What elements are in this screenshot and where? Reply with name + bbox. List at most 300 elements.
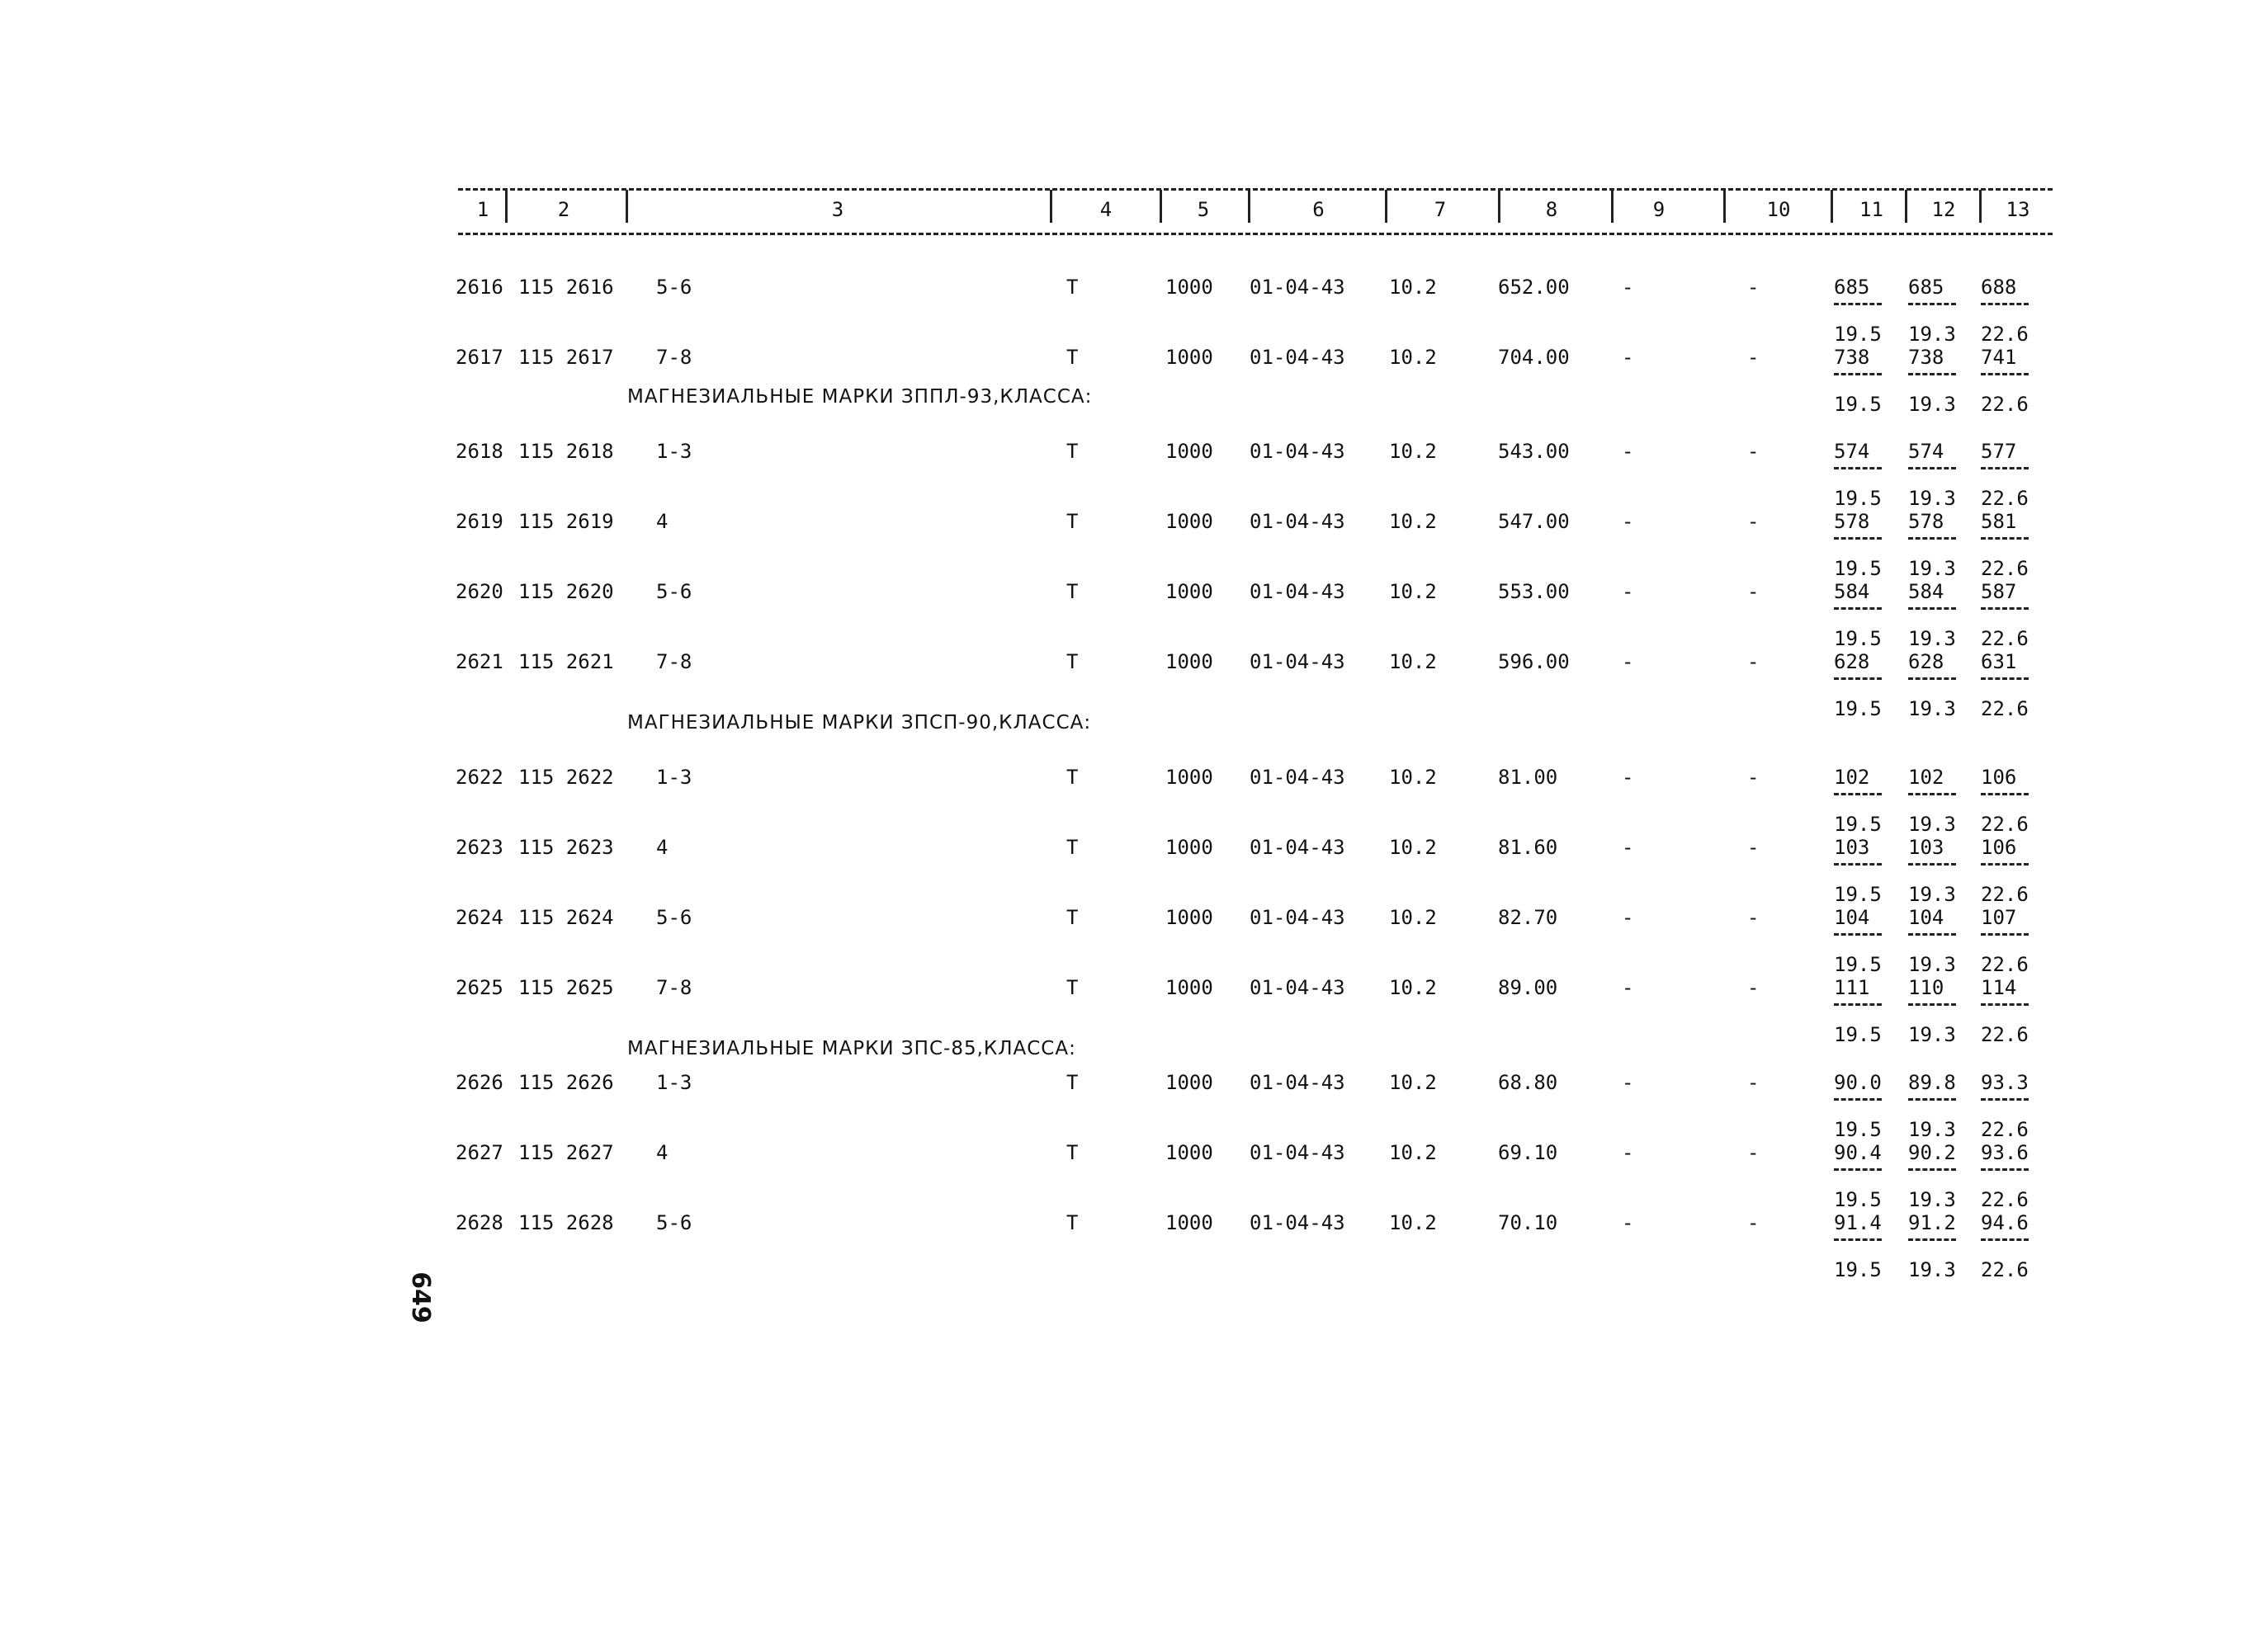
price-fraction-col-13	[1981, 905, 2029, 977]
cell-col-7: 10.2	[1389, 976, 1437, 999]
cell-col-8: 81.60	[1498, 836, 1558, 859]
price-value: 631	[1981, 650, 2017, 673]
percent-value: 19.5	[1834, 557, 1882, 580]
table-row	[0, 905, 2268, 976]
cell-col-3: 5-6	[656, 906, 692, 929]
cell-col-7: 10.2	[1389, 906, 1437, 929]
price-fraction-col-12	[1908, 975, 1956, 1047]
cell-col-5: 1000	[1165, 510, 1213, 533]
price-value: 104	[1908, 906, 1944, 929]
price-value: 106	[1981, 766, 2017, 789]
fraction-bar	[1981, 1098, 2029, 1101]
fraction-bar	[1981, 467, 2029, 469]
fraction-bar	[1834, 933, 1882, 936]
cell-col-4: Т	[1066, 1211, 1079, 1234]
table-row	[0, 1140, 2268, 1211]
price-fraction-col-13	[1981, 1210, 2029, 1282]
cell-col-5: 1000	[1165, 906, 1213, 929]
cell-col-4: Т	[1066, 906, 1079, 929]
price-fraction-col-11	[1834, 905, 1882, 977]
fraction-bar	[1834, 607, 1882, 610]
cell-col-1: 2626	[456, 1071, 503, 1094]
price-value: 114	[1981, 976, 2017, 999]
percent-value: 19.3	[1908, 323, 1956, 346]
percent-value: 19.5	[1834, 883, 1882, 906]
price-value: 738	[1908, 346, 1944, 369]
price-fraction-col-13	[1981, 439, 2029, 511]
price-value: 90.2	[1908, 1141, 1956, 1164]
cell-col-1: 2616	[456, 276, 503, 299]
cell-col-9: -	[1622, 650, 1634, 673]
cell-col-8: 543.00	[1498, 440, 1570, 463]
fraction-bar	[1981, 933, 2029, 936]
cell-col-3: 4	[656, 510, 669, 533]
cell-col-2: 115 2625	[518, 976, 614, 999]
cell-col-4: Т	[1066, 836, 1079, 859]
price-fraction-col-12	[1908, 765, 1956, 837]
percent-value: 19.3	[1908, 953, 1956, 976]
percent-value: 19.3	[1908, 1188, 1956, 1211]
price-fraction-col-12	[1908, 1140, 1956, 1212]
price-value: 93.6	[1981, 1141, 2029, 1164]
cell-col-6: 01-04-43	[1250, 1141, 1345, 1164]
table-row	[0, 439, 2268, 510]
cell-col-9: -	[1622, 976, 1634, 999]
cell-col-4: Т	[1066, 346, 1079, 369]
cell-col-4: Т	[1066, 766, 1079, 789]
price-fraction-col-13	[1981, 509, 2029, 581]
column-header: 9	[1652, 198, 1666, 221]
percent-value: 19.3	[1908, 1118, 1956, 1141]
cell-col-2: 115 2618	[518, 440, 614, 463]
price-fraction-col-11	[1834, 1210, 1882, 1282]
percent-value: 19.5	[1834, 627, 1882, 650]
fraction-bar	[1908, 1003, 1956, 1006]
fraction-bar	[1981, 537, 2029, 540]
cell-col-9: -	[1622, 276, 1634, 299]
cell-col-10: -	[1747, 1071, 1760, 1094]
cell-col-1: 2617	[456, 346, 503, 369]
price-value: 581	[1981, 510, 2017, 533]
price-value: 574	[1908, 440, 1944, 463]
cell-col-4: Т	[1066, 976, 1079, 999]
column-header: 7	[1434, 198, 1447, 221]
cell-col-6: 01-04-43	[1250, 580, 1345, 603]
page-number: 649	[405, 1271, 435, 1323]
cell-col-4: Т	[1066, 510, 1079, 533]
cell-col-1: 2627	[456, 1141, 503, 1164]
price-fraction-col-13	[1981, 345, 2029, 417]
cell-col-10: -	[1747, 836, 1760, 859]
cell-col-7: 10.2	[1389, 1211, 1437, 1234]
cell-col-2: 115 2617	[518, 346, 614, 369]
cell-col-8: 82.70	[1498, 906, 1558, 929]
price-fraction-col-13	[1981, 975, 2029, 1047]
price-value: 103	[1834, 836, 1870, 859]
column-header: 10	[1766, 198, 1791, 221]
table-row	[0, 509, 2268, 580]
price-fraction-col-12	[1908, 579, 1956, 651]
fraction-bar	[1908, 373, 1956, 375]
cell-col-4: Т	[1066, 276, 1079, 299]
cell-col-10: -	[1747, 440, 1760, 463]
price-value: 685	[1834, 276, 1870, 299]
cell-col-8: 70.10	[1498, 1211, 1558, 1234]
cell-col-9: -	[1622, 766, 1634, 789]
price-fraction-col-11	[1834, 509, 1882, 581]
price-value: 628	[1908, 650, 1944, 673]
price-fraction-col-12	[1908, 439, 1956, 511]
table-row	[0, 649, 2268, 720]
cell-col-1: 2621	[456, 650, 503, 673]
price-fraction-col-12	[1908, 275, 1956, 347]
price-value: 685	[1908, 276, 1944, 299]
price-value: 91.2	[1908, 1211, 1956, 1234]
price-fraction-col-11	[1834, 975, 1882, 1047]
cell-col-5: 1000	[1165, 976, 1213, 999]
cell-col-2: 115 2621	[518, 650, 614, 673]
cell-col-5: 1000	[1165, 276, 1213, 299]
cell-col-7: 10.2	[1389, 1141, 1437, 1164]
price-fraction-col-11	[1834, 1140, 1882, 1212]
cell-col-9: -	[1622, 580, 1634, 603]
column-header: 8	[1545, 198, 1558, 221]
cell-col-10: -	[1747, 906, 1760, 929]
fraction-bar	[1834, 303, 1882, 305]
percent-value: 19.5	[1834, 1188, 1882, 1211]
percent-value: 19.3	[1908, 813, 1956, 836]
cell-col-5: 1000	[1165, 1211, 1213, 1234]
fraction-bar	[1981, 1168, 2029, 1171]
column-header: 2	[557, 198, 570, 221]
price-value: 90.0	[1834, 1071, 1882, 1094]
cell-col-5: 1000	[1165, 1141, 1213, 1164]
fraction-bar	[1834, 537, 1882, 540]
cell-col-1: 2624	[456, 906, 503, 929]
cell-col-8: 69.10	[1498, 1141, 1558, 1164]
cell-col-6: 01-04-43	[1250, 510, 1345, 533]
fraction-bar	[1981, 793, 2029, 795]
cell-col-2: 115 2623	[518, 836, 614, 859]
fraction-bar	[1981, 1003, 2029, 1006]
cell-col-1: 2619	[456, 510, 503, 533]
cell-col-2: 115 2616	[518, 276, 614, 299]
cell-col-7: 10.2	[1389, 836, 1437, 859]
price-value: 93.3	[1981, 1071, 2029, 1094]
column-header: 13	[2006, 198, 2030, 221]
fraction-bar	[1834, 1003, 1882, 1006]
cell-col-3: 5-6	[656, 276, 692, 299]
price-value: 574	[1834, 440, 1870, 463]
cell-col-8: 68.80	[1498, 1071, 1558, 1094]
column-header: 6	[1312, 198, 1325, 221]
header-top-rule	[458, 188, 2053, 191]
cell-col-5: 1000	[1165, 346, 1213, 369]
price-value: 110	[1908, 976, 1944, 999]
fraction-bar	[1908, 793, 1956, 795]
price-fraction-col-11	[1834, 835, 1882, 907]
percent-value: 19.3	[1908, 1023, 1956, 1046]
percent-value: 22.6	[1981, 323, 2029, 346]
column-header: 12	[1931, 198, 1956, 221]
cell-col-8: 596.00	[1498, 650, 1570, 673]
percent-value: 19.5	[1834, 953, 1882, 976]
cell-col-4: Т	[1066, 1141, 1079, 1164]
table-row	[0, 275, 2268, 346]
fraction-bar	[1834, 863, 1882, 866]
price-fraction-col-12	[1908, 835, 1956, 907]
cell-col-6: 01-04-43	[1250, 346, 1345, 369]
cell-col-3: 5-6	[656, 580, 692, 603]
percent-value: 22.6	[1981, 487, 2029, 510]
fraction-bar	[1908, 1238, 1956, 1241]
price-value: 688	[1981, 276, 2017, 299]
price-value: 91.4	[1834, 1211, 1882, 1234]
price-fraction-col-11	[1834, 649, 1882, 721]
cell-col-7: 10.2	[1389, 510, 1437, 533]
cell-col-9: -	[1622, 1071, 1634, 1094]
cell-col-10: -	[1747, 346, 1760, 369]
price-value: 94.6	[1981, 1211, 2029, 1234]
price-fraction-col-12	[1908, 1070, 1956, 1142]
cell-col-10: -	[1747, 276, 1760, 299]
cell-col-8: 652.00	[1498, 276, 1570, 299]
cell-col-1: 2620	[456, 580, 503, 603]
percent-value: 19.5	[1834, 487, 1882, 510]
fraction-bar	[1981, 1238, 2029, 1241]
fraction-bar	[1834, 373, 1882, 375]
cell-col-9: -	[1622, 836, 1634, 859]
price-value: 107	[1981, 906, 2017, 929]
cell-col-3: 4	[656, 836, 669, 859]
cell-col-3: 7-8	[656, 976, 692, 999]
fraction-bar	[1908, 1098, 1956, 1101]
cell-col-7: 10.2	[1389, 766, 1437, 789]
column-separator	[1498, 190, 1500, 223]
cell-col-4: Т	[1066, 580, 1079, 603]
cell-col-8: 547.00	[1498, 510, 1570, 533]
fraction-bar	[1908, 677, 1956, 680]
price-value: 102	[1908, 766, 1944, 789]
price-fraction-col-12	[1908, 345, 1956, 417]
percent-value: 19.3	[1908, 557, 1956, 580]
cell-col-7: 10.2	[1389, 580, 1437, 603]
price-value: 102	[1834, 766, 1870, 789]
cell-col-10: -	[1747, 976, 1760, 999]
cell-col-9: -	[1622, 1211, 1634, 1234]
percent-value: 22.6	[1981, 557, 2029, 580]
fraction-bar	[1908, 863, 1956, 866]
price-value: 628	[1834, 650, 1870, 673]
column-header: 3	[831, 198, 844, 221]
fraction-bar	[1908, 933, 1956, 936]
percent-value: 19.3	[1908, 883, 1956, 906]
cell-col-9: -	[1622, 440, 1634, 463]
fraction-bar	[1834, 1098, 1882, 1101]
cell-col-9: -	[1622, 906, 1634, 929]
cell-col-4: Т	[1066, 650, 1079, 673]
cell-col-2: 115 2620	[518, 580, 614, 603]
fraction-bar	[1908, 1168, 1956, 1171]
percent-value: 22.6	[1981, 627, 2029, 650]
price-fraction-col-12	[1908, 1210, 1956, 1282]
cell-col-7: 10.2	[1389, 650, 1437, 673]
percent-value: 19.5	[1834, 393, 1882, 416]
cell-col-1: 2623	[456, 836, 503, 859]
price-value: 578	[1834, 510, 1870, 533]
price-fraction-col-13	[1981, 1140, 2029, 1212]
percent-value: 22.6	[1981, 883, 2029, 906]
percent-value: 19.5	[1834, 1258, 1882, 1281]
cell-col-3: 7-8	[656, 346, 692, 369]
fraction-bar	[1834, 1238, 1882, 1241]
price-value: 90.4	[1834, 1141, 1882, 1164]
cell-col-9: -	[1622, 510, 1634, 533]
percent-value: 19.5	[1834, 813, 1882, 836]
cell-col-8: 81.00	[1498, 766, 1558, 789]
cell-col-8: 89.00	[1498, 976, 1558, 999]
price-fraction-col-11	[1834, 345, 1882, 417]
cell-col-8: 553.00	[1498, 580, 1570, 603]
cell-col-2: 115 2627	[518, 1141, 614, 1164]
cell-col-10: -	[1747, 766, 1760, 789]
fraction-bar	[1834, 467, 1882, 469]
cell-col-10: -	[1747, 1211, 1760, 1234]
fraction-bar	[1981, 863, 2029, 866]
cell-col-9: -	[1622, 346, 1634, 369]
column-header: 11	[1859, 198, 1883, 221]
cell-col-6: 01-04-43	[1250, 906, 1345, 929]
price-value: 577	[1981, 440, 2017, 463]
price-fraction-col-12	[1908, 905, 1956, 977]
fraction-bar	[1981, 677, 2029, 680]
cell-col-4: Т	[1066, 440, 1079, 463]
price-fraction-col-13	[1981, 765, 2029, 837]
cell-col-1: 2625	[456, 976, 503, 999]
cell-col-2: 115 2626	[518, 1071, 614, 1094]
price-fraction-col-11	[1834, 765, 1882, 837]
cell-col-7: 10.2	[1389, 276, 1437, 299]
cell-col-7: 10.2	[1389, 346, 1437, 369]
percent-value: 19.5	[1834, 1023, 1882, 1046]
cell-col-3: 1-3	[656, 440, 692, 463]
price-fraction-col-11	[1834, 439, 1882, 511]
cell-col-6: 01-04-43	[1250, 1071, 1345, 1094]
cell-col-10: -	[1747, 650, 1760, 673]
cell-col-7: 10.2	[1389, 1071, 1437, 1094]
cell-col-6: 01-04-43	[1250, 440, 1345, 463]
cell-col-2: 115 2624	[518, 906, 614, 929]
cell-col-5: 1000	[1165, 580, 1213, 603]
cell-col-5: 1000	[1165, 836, 1213, 859]
cell-col-10: -	[1747, 510, 1760, 533]
cell-col-5: 1000	[1165, 766, 1213, 789]
cell-col-3: 5-6	[656, 1211, 692, 1234]
fraction-bar	[1981, 373, 2029, 375]
price-fraction-col-13	[1981, 1070, 2029, 1142]
fraction-bar	[1981, 303, 2029, 305]
price-fraction-col-11	[1834, 579, 1882, 651]
percent-value: 19.3	[1908, 697, 1956, 720]
cell-col-7: 10.2	[1389, 440, 1437, 463]
cell-col-6: 01-04-43	[1250, 766, 1345, 789]
column-header: 1	[476, 198, 489, 221]
cell-col-3: 1-3	[656, 766, 692, 789]
price-fraction-col-11	[1834, 275, 1882, 347]
cell-col-1: 2622	[456, 766, 503, 789]
fraction-bar	[1834, 677, 1882, 680]
percent-value: 19.5	[1834, 323, 1882, 346]
price-fraction-col-13	[1981, 275, 2029, 347]
cell-col-2: 115 2619	[518, 510, 614, 533]
price-fraction-col-12	[1908, 649, 1956, 721]
cell-col-2: 115 2622	[518, 766, 614, 789]
cell-col-3: 1-3	[656, 1071, 692, 1094]
cell-col-4: Т	[1066, 1071, 1079, 1094]
table-row	[0, 579, 2268, 650]
column-header: 4	[1099, 198, 1113, 221]
price-fraction-col-13	[1981, 649, 2029, 721]
price-value: 106	[1981, 836, 2017, 859]
cell-col-6: 01-04-43	[1250, 276, 1345, 299]
cell-col-3: 4	[656, 1141, 669, 1164]
percent-value: 22.6	[1981, 1023, 2029, 1046]
fraction-bar	[1834, 793, 1882, 795]
price-value: 584	[1834, 580, 1870, 603]
fraction-bar	[1908, 303, 1956, 305]
cell-col-5: 1000	[1165, 650, 1213, 673]
percent-value: 19.3	[1908, 487, 1956, 510]
percent-value: 22.6	[1981, 1258, 2029, 1281]
cell-col-5: 1000	[1165, 1071, 1213, 1094]
cell-col-6: 01-04-43	[1250, 976, 1345, 999]
percent-value: 22.6	[1981, 393, 2029, 416]
cell-col-10: -	[1747, 1141, 1760, 1164]
price-value: 741	[1981, 346, 2017, 369]
table-row	[0, 835, 2268, 906]
section-caption: МАГНЕЗИАЛЬНЫЕ МАРКИ ЗПСП-90,КЛАССА:	[627, 712, 1092, 734]
percent-value: 22.6	[1981, 813, 2029, 836]
price-value: 587	[1981, 580, 2017, 603]
price-value: 89.8	[1908, 1071, 1956, 1094]
price-value: 103	[1908, 836, 1944, 859]
cell-col-6: 01-04-43	[1250, 1211, 1345, 1234]
price-value: 584	[1908, 580, 1944, 603]
table-row	[0, 1210, 2268, 1281]
price-value: 111	[1834, 976, 1870, 999]
cell-col-3: 7-8	[656, 650, 692, 673]
price-fraction-col-12	[1908, 509, 1956, 581]
percent-value: 19.3	[1908, 1258, 1956, 1281]
section-caption: МАГНЕЗИАЛЬНЫЕ МАРКИ ЗППЛ-93,КЛАССА:	[627, 386, 1093, 408]
cell-col-1: 2618	[456, 440, 503, 463]
price-value: 578	[1908, 510, 1944, 533]
percent-value: 19.3	[1908, 627, 1956, 650]
cell-col-10: -	[1747, 580, 1760, 603]
price-value: 738	[1834, 346, 1870, 369]
fraction-bar	[1981, 607, 2029, 610]
percent-value: 22.6	[1981, 953, 2029, 976]
fraction-bar	[1908, 537, 1956, 540]
table-row	[0, 975, 2268, 1046]
cell-col-9: -	[1622, 1141, 1634, 1164]
section-caption: МАГНЕЗИАЛЬНЫЕ МАРКИ ЗПС-85,КЛАССА:	[627, 1038, 1076, 1059]
fraction-bar	[1908, 607, 1956, 610]
cell-col-8: 704.00	[1498, 346, 1570, 369]
cell-col-2: 115 2628	[518, 1211, 614, 1234]
column-header: 5	[1197, 198, 1210, 221]
price-fraction-col-13	[1981, 579, 2029, 651]
